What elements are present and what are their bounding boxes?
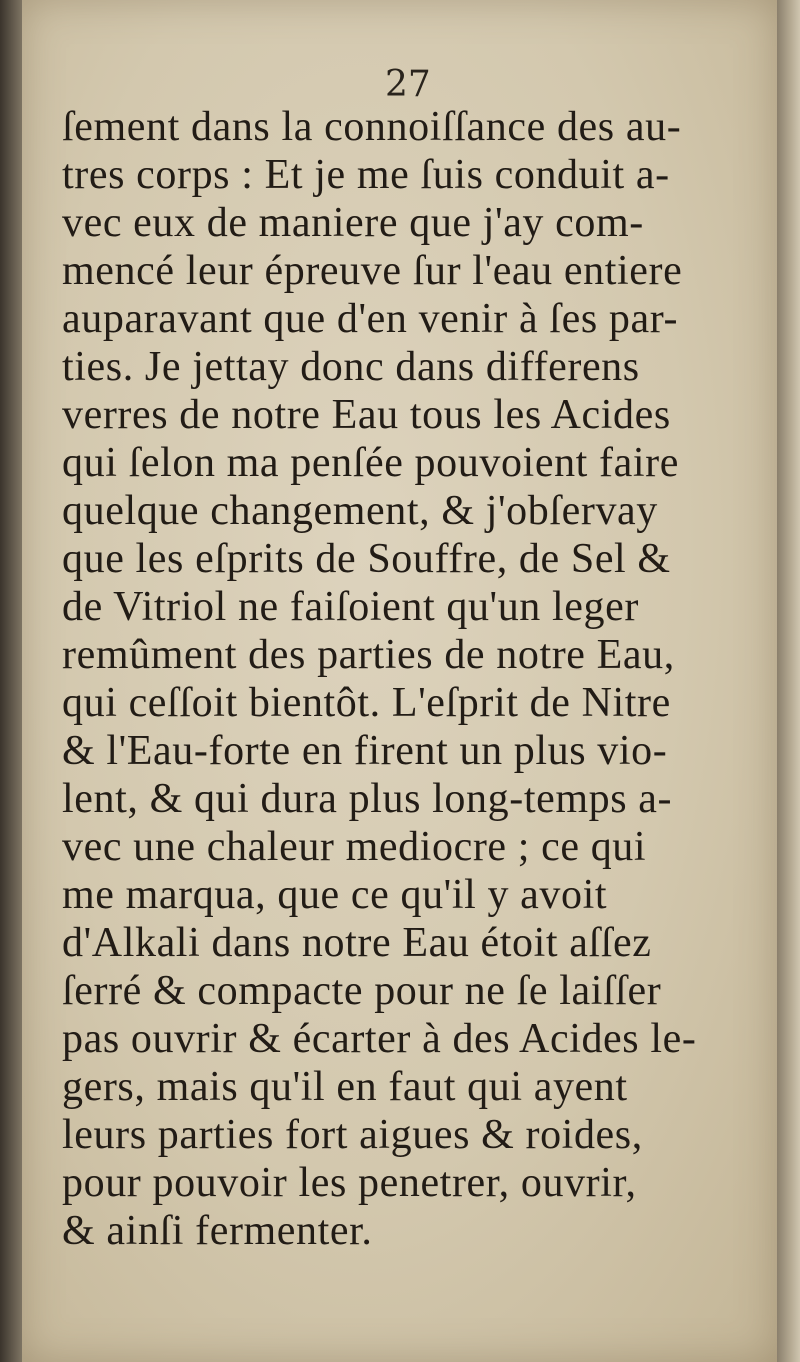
text-line: quelque changement, & j'obſervay — [62, 488, 658, 534]
text-line: que les eſprits de Souffre, de Sel & — [62, 536, 671, 582]
text-line: pour pouvoir les penetrer, ouvrir, — [62, 1160, 637, 1206]
text-line: vec eux de maniere que j'ay com- — [62, 200, 644, 246]
text-line: me marqua, que ce qu'il y avoit — [62, 872, 608, 918]
text-line: lent, & qui dura plus long-temps a- — [62, 776, 673, 822]
text-line: & l'Eau-forte en firent un plus vio- — [62, 728, 668, 774]
text-line: gers, mais qu'il en faut qui ayent — [62, 1064, 628, 1110]
text-line: vec une chaleur mediocre ; ce qui — [62, 824, 647, 870]
text-line: pas ouvrir & écarter à des Acides le- — [62, 1016, 697, 1062]
binding-shadow — [0, 0, 22, 1362]
text-line: de Vitriol ne faiſoient qu'un leger — [62, 584, 639, 630]
text-line: ties. Je jettay donc dans differens — [62, 344, 640, 390]
text-line: d'Alkali dans notre Eau étoit aſſez — [62, 920, 652, 966]
text-line: mencé leur épreuve ſur l'eau entiere — [62, 248, 683, 294]
text-line: ſement dans la connoiſſance des au- — [62, 104, 682, 150]
page-number: 27 — [385, 64, 431, 105]
page-edge — [777, 0, 800, 1362]
text-line: ſerré & compacte pour ne ſe laiſſer — [62, 968, 662, 1014]
text-line: qui ſelon ma penſée pouvoient faire — [62, 440, 679, 486]
text-line: tres corps : Et je me ſuis conduit a- — [62, 152, 670, 198]
text-line: auparavant que d'en venir à ſes par- — [62, 296, 679, 342]
text-line: leurs parties fort aigues & roides, — [62, 1112, 643, 1158]
body-text — [62, 103, 762, 1255]
text-line: qui ceſſoit bientôt. L'eſprit de Nitre — [62, 680, 671, 726]
text-line: & ainſi fermenter. — [62, 1208, 373, 1254]
text-line: remûment des parties de notre Eau, — [62, 632, 675, 678]
text-line: verres de notre Eau tous les Acides — [62, 392, 671, 438]
